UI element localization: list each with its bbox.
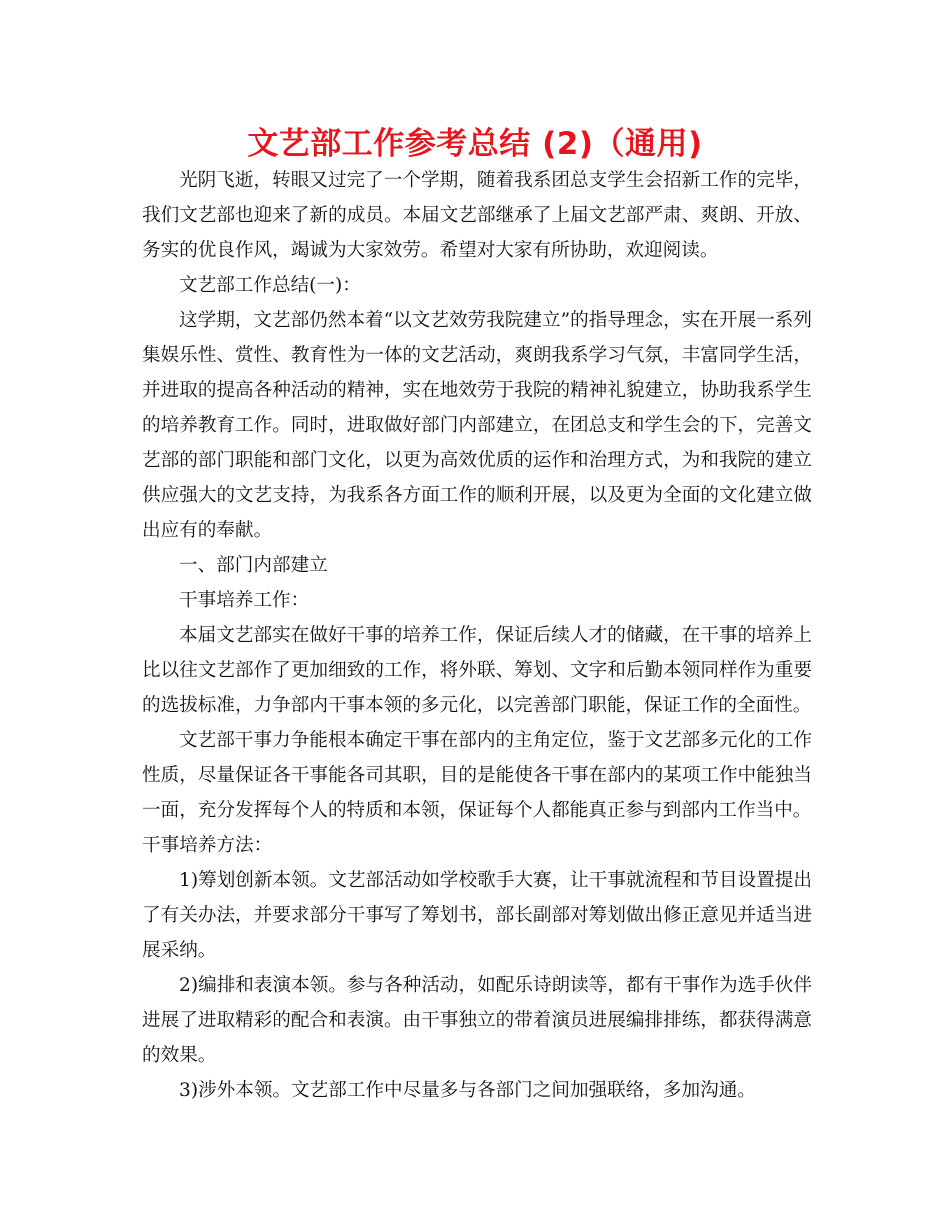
paragraph-intro: 光阴飞逝，转眼又过完了一个学期，随着我系团总支学生会招新工作的完毕，我们文艺部也迎来了新的成员。本届文艺部继承了上届文艺部严肃、爽朗、开放、务实的优良作风，竭诚为大家效劳。希望对大家有所协助，欢迎阅读。	[142, 170, 812, 261]
section-heading-summary-one: 文艺部工作总结(一)：	[179, 275, 361, 296]
paragraph-staff-training: 本届文艺部实在做好干事的培养工作，保证后续人才的储藏，在干事的培养上比以往文艺部作了更加细致的工作，将外联、筹划、文字和后勤本领同样作为重要的选拔标准，力争部内干事本领的多元化，以完善部门职能，保证工作的全面性。	[142, 625, 812, 716]
subheading-staff-training-methods: 干事培养方法：	[142, 835, 273, 856]
paragraph-staff-roles: 文艺部干事力争能根本确定干事在部内的主角定位，鉴于文艺部多元化的工作性质，尽量保证各干事能各司其职，目的是能使各干事在部内的某项工作中能独当一面，充分发挥每个人的特质和本领，保证每个人都能真正参与到部内工作当中。	[142, 730, 812, 821]
section-heading-internal-building: 一、部门内部建立	[179, 555, 328, 576]
list-item-performance-ability: 2)编排和表演本领。参与各种活动，如配乐诗朗读等，都有干事作为选手伙伴进展了进取精彩的配合和表演。由干事独立的带着演员进展编排排练，都获得满意的效果。	[142, 975, 812, 1066]
list-item-external-ability: 3)涉外本领。文艺部工作中尽量多与各部门之间加强联络，多加沟通。	[179, 1080, 756, 1101]
document-body	[142, 163, 812, 1108]
subheading-staff-training-work: 干事培养工作：	[179, 590, 310, 611]
list-item-planning-ability: 1)筹划创新本领。文艺部活动如学校歌手大赛，让干事就流程和节目设置提出了有关办法，并要求部分干事写了筹划书，部长副部对筹划做出修正意见并适当进展采纳。	[142, 870, 812, 961]
paragraph-semester-overview: 这学期，文艺部仍然本着“以文艺效劳我院建立”的指导理念，实在开展一系列集娱乐性、赏性、教育性为一体的文艺活动，爽朗我系学习气氛，丰富同学生活，并进取的提高各种活动的精神，实在地效劳于我院的精神礼貌建立，协助我系学生的培养教育工作。同时，进取做好部门内部建立，在团总支和学生会的下，完善文艺部的部门职能和部门文化，以更为高效优质的运作和治理方式，为和我院的建立供应强大的文艺支持，为我系各方面工作的顺利开展，以及更为全面的文化建立做出应有的奉献。	[142, 310, 812, 541]
document-title: 文艺部工作参考总结 (2)（通用)	[247, 126, 703, 162]
